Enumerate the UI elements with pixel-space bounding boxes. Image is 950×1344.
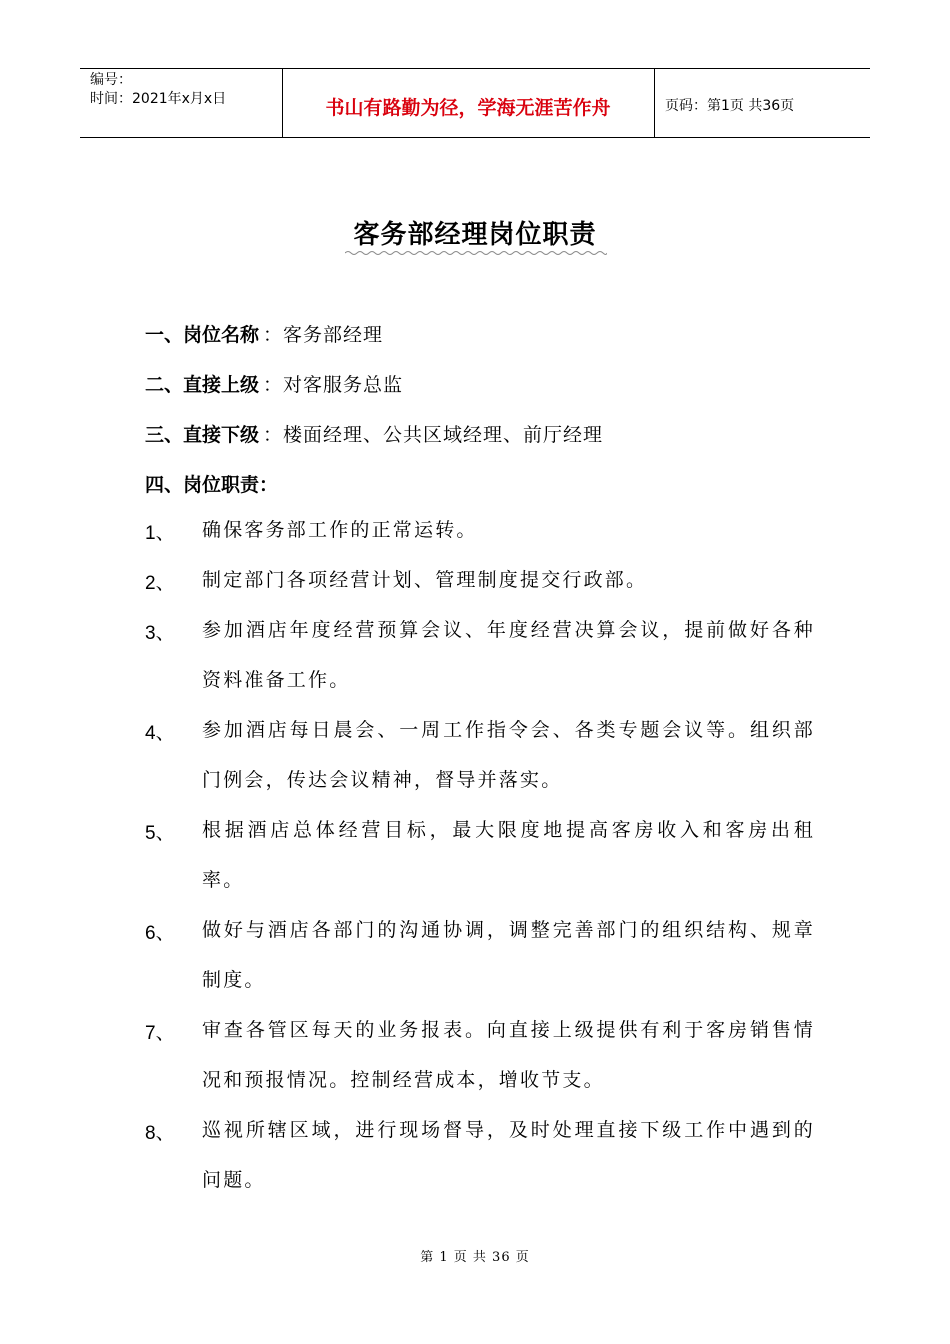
title-wavy-underline [345,250,607,256]
page-info: 页码：第1页 共36页 [665,98,795,114]
duty-number: 8、 [145,1123,175,1144]
duty-text: 制定部门各项经营计划、管理制度提交行政部。 [202,569,648,591]
section-value: ：客务部经理 [263,324,384,346]
motto: 书山有路勤为径，学海无涯苦作舟 [325,97,611,119]
page-footer: 第 1 页 共 36 页 [420,1250,530,1265]
duty-text: 做好与酒店各部门的沟通协调，调整完善部门的组织结构、规章制度。 [202,919,815,991]
section-direct-subordinates [145,420,603,447]
section-direct-superior [145,370,403,397]
header-motto-cell [282,69,655,137]
section-label: 一、岗位名称 [145,324,260,346]
section-position-name [145,320,383,347]
number-label: 编号： [90,72,132,88]
duty-number: 2、 [145,573,175,594]
duty-text: 审查各管区每天的业务报表。向直接上级提供有利于客房销售情况和预报情况。控制经营成本，增收节支。 [202,1019,815,1091]
header-page-cell [655,69,870,137]
section-duties-heading [145,470,282,497]
duty-number: 1、 [145,523,175,544]
document-header [80,68,870,138]
page-title: 客务部经理岗位职责 [353,220,597,250]
section-label: 二、直接上级 [145,374,260,396]
duty-text: 参加酒店年度经营预算会议、年度经营决算会议，提前做好各种资料准备工作。 [202,619,815,691]
section-value: ：楼面经理、公共区域经理、前厅经理 [263,424,604,446]
duty-text: 巡视所辖区域，进行现场督导，及时处理直接下级工作中遇到的问题。 [202,1119,815,1191]
section-label: 三、直接下级 [145,424,260,446]
duty-number: 5、 [145,823,175,844]
duty-number: 3、 [145,623,175,644]
duty-text: 确保客务部工作的正常运转。 [202,519,478,541]
date-label: 时间：2021年x月x日 [90,91,227,107]
duty-number: 6、 [145,923,175,944]
duty-number: 4、 [145,723,175,744]
section-value: ：对客服务总监 [263,374,404,396]
duty-text: 参加酒店每日晨会、一周工作指令会、各类专题会议等。组织部门例会，传达会议精神，督导并落实。 [202,719,815,791]
duty-text: 根据酒店总体经营目标，最大限度地提高客房收入和客房出租率。 [202,819,815,891]
duty-number: 7、 [145,1023,175,1044]
header-meta-cell [80,69,283,137]
section-label: 四、岗位职责： [145,474,279,496]
